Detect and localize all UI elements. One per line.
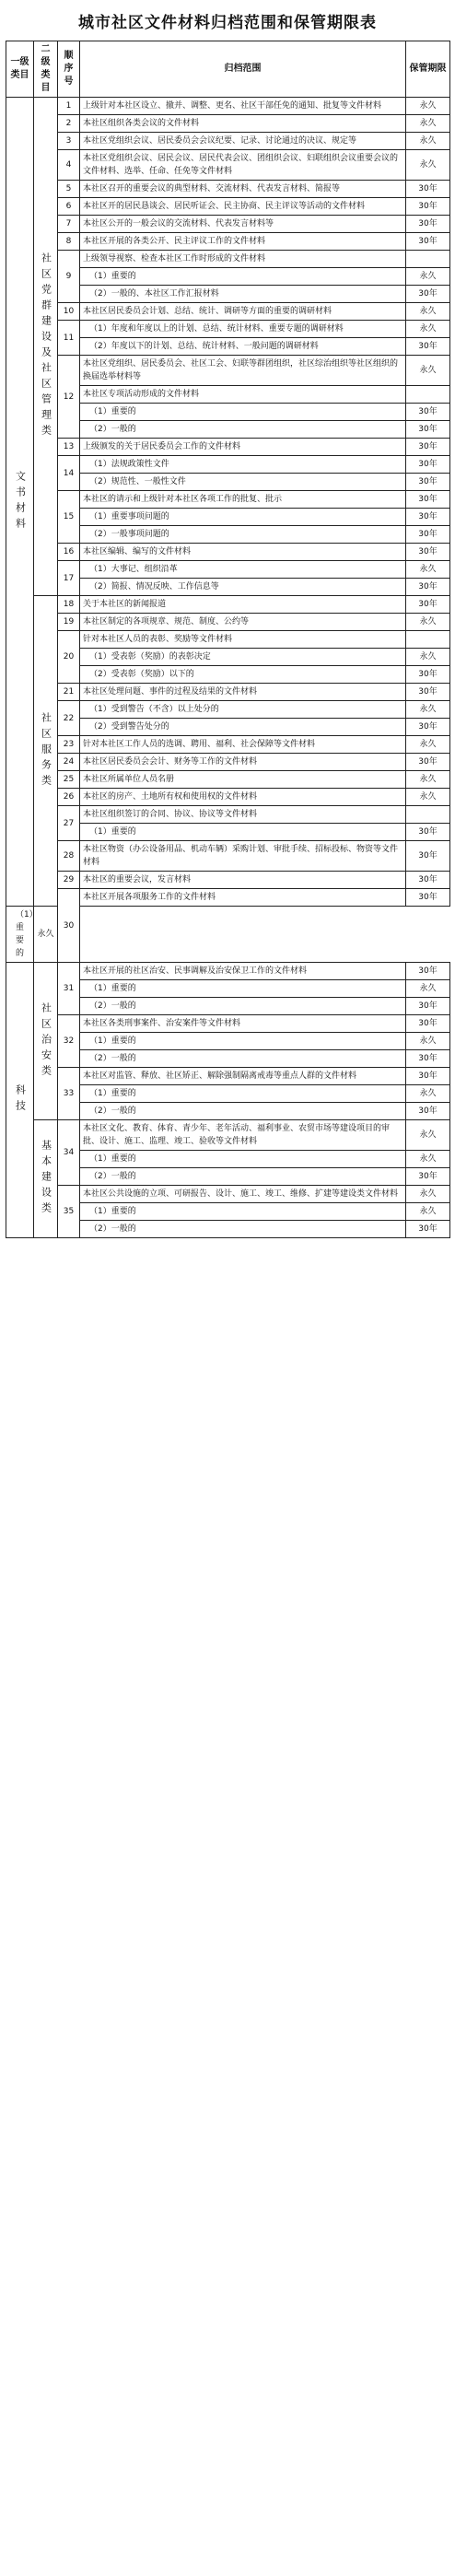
table-row	[6, 1186, 450, 1203]
scope-cell: （1）重要的	[80, 824, 406, 841]
sequence-number: 13	[58, 439, 80, 456]
scope-cell: 本社区制定的各项规章、规范、制度、公约等	[80, 614, 406, 631]
retention-cell: 永久	[406, 268, 450, 286]
scope-cell: 本社区开展的各类公开、民主评议工作的文件材料	[80, 233, 406, 251]
sequence-number: 8	[58, 233, 80, 251]
table-row	[6, 872, 450, 889]
retention-cell: 30年	[406, 1103, 450, 1120]
retention-cell: 30年	[406, 286, 450, 303]
scope-cell: （1）重要事项问题的	[80, 509, 406, 526]
retention-cell: 永久	[406, 614, 450, 631]
sequence-number: 4	[58, 150, 80, 181]
scope-cell: （2）一般事项问题的	[80, 526, 406, 544]
retention-cell: 永久	[406, 303, 450, 321]
header-retention: 保管期限	[406, 41, 450, 98]
header-scope: 归档范围	[80, 41, 406, 98]
sequence-number: 15	[58, 491, 80, 544]
scope-cell: （2）一般的	[80, 1168, 406, 1186]
table-row	[6, 115, 450, 133]
retention-cell: 30年	[406, 1015, 450, 1033]
scope-cell: （1）重要的	[80, 1033, 406, 1050]
retention-cell	[406, 806, 450, 824]
retention-cell: 30年	[406, 1050, 450, 1068]
scope-cell: （2）受表彰（奖励）以下的	[80, 666, 406, 684]
retention-cell: 永久	[406, 1151, 450, 1168]
scope-cell: 本社区公共设施的立项、可研报告、设计、施工、竣工、维修、扩建等建设类文件材料	[80, 1186, 406, 1203]
retention-cell: 永久	[406, 115, 450, 133]
retention-cell: 30年	[406, 1168, 450, 1186]
scope-cell: 本社区党组织会议、居民会议、居民代表会议、团组织会议、妇联组织会议重要会议的文件材料、选举、任命、任免等文件材料	[80, 150, 406, 181]
scope-cell: 本社区公开的一般会议的交流材料、代表发言材料等	[80, 216, 406, 233]
retention-cell: 30年	[406, 509, 450, 526]
sequence-number: 14	[58, 456, 80, 491]
sequence-number: 1	[58, 98, 80, 115]
retention-cell: 30年	[406, 338, 450, 356]
scope-cell: （1）重要的	[80, 404, 406, 421]
retention-cell: 永久	[406, 736, 450, 754]
scope-cell: 本社区党组织、居民委员会、社区工会、妇联等群团组织，社区综治组织等社区组织的换届选举材料等	[80, 356, 406, 386]
table-row	[6, 98, 450, 115]
retention-cell: 永久	[406, 98, 450, 115]
sequence-number: 22	[58, 701, 80, 736]
table-row	[6, 596, 450, 614]
scope-cell: 本社区物资（办公设备用品、机动车辆）采购计划、审批手续、招标投标、物资等文件材料	[80, 841, 406, 872]
retention-cell: 永久	[406, 1085, 450, 1103]
retention-cell: 30年	[406, 491, 450, 509]
retention-cell: 30年	[406, 719, 450, 736]
scope-cell: 上级领导视察、检查本社区工作时形成的文件材料	[80, 251, 406, 268]
sequence-number: 17	[58, 561, 80, 596]
sequence-number: 5	[58, 181, 80, 198]
retention-cell: 30年	[406, 439, 450, 456]
sequence-number: 9	[58, 251, 80, 303]
retention-cell: 永久	[406, 1203, 450, 1221]
header-cat1: 一级类目	[6, 41, 34, 98]
table-row	[6, 736, 450, 754]
retention-cell: 30年	[406, 421, 450, 439]
retention-cell: 30年	[406, 404, 450, 421]
scope-cell: 本社区居民委员会计划、总结、统计、调研等方面的重要的调研材料	[80, 303, 406, 321]
retention-cell: 30年	[406, 841, 450, 872]
retention-cell: 30年	[406, 1068, 450, 1085]
retention-cell: 永久	[34, 907, 58, 963]
retention-cell: 30年	[406, 754, 450, 771]
table-row	[6, 841, 450, 872]
scope-cell: 本社区居民委员会会计、财务等工作的文件材料	[80, 754, 406, 771]
retention-cell: 30年	[406, 526, 450, 544]
scope-cell: （2）一般的	[80, 1050, 406, 1068]
table-row	[6, 544, 450, 561]
retention-cell: 30年	[406, 684, 450, 701]
scope-cell: 本社区组织签订的合同、协议、协议等文件材料	[80, 806, 406, 824]
scope-cell: 上级颁发的关于居民委员会工作的文件材料	[80, 439, 406, 456]
retention-cell: 30年	[406, 216, 450, 233]
scope-cell: （2）规范性、一般性文件	[80, 474, 406, 491]
table-row	[6, 684, 450, 701]
sequence-number: 27	[58, 806, 80, 841]
sequence-number: 23	[58, 736, 80, 754]
cat2-cell: 社区服务类	[34, 596, 58, 907]
sequence-number: 24	[58, 754, 80, 771]
scope-cell: 本社区各类刑事案件、治安案件等文件材料	[80, 1015, 406, 1033]
table-row	[6, 133, 450, 150]
cat2-cell: 社区党群建设及社区管理类	[34, 98, 58, 596]
table-row	[6, 216, 450, 233]
retention-cell: 30年	[406, 233, 450, 251]
scope-cell: 本社区的房产、土地所有权和使用权的文件材料	[80, 789, 406, 806]
scope-cell: 本社区处理问题、事件的过程及结果的文件材料	[80, 684, 406, 701]
sequence-number: 10	[58, 303, 80, 321]
retention-cell	[406, 386, 450, 404]
retention-cell: 30年	[406, 666, 450, 684]
scope-cell: （1）重要的	[80, 980, 406, 998]
retention-cell: 30年	[406, 1221, 450, 1238]
retention-cell: 30年	[406, 824, 450, 841]
scope-cell: 本社区开的居民恳谈会、居民听证会、民主协商、民主评议等活动的文件材料	[80, 198, 406, 216]
scope-cell: （1）年度和年度以上的计划、总结、统计材料、重要专题的调研材料	[80, 321, 406, 338]
table-row	[6, 561, 450, 579]
retention-cell: 永久	[406, 356, 450, 386]
header-cat2: 二级类目	[34, 41, 58, 98]
scope-cell: （2）一般的	[80, 998, 406, 1015]
scope-cell: （1）受表彰（奖励）的表彰决定	[80, 649, 406, 666]
retention-cell: 永久	[406, 1186, 450, 1203]
scope-cell: 本社区对监管、释放、社区矫正、解除强制隔离戒毒等重点人群的文件材料	[80, 1068, 406, 1085]
scope-cell: （2）受到警告处分的	[80, 719, 406, 736]
retention-cell: 永久	[406, 133, 450, 150]
retention-cell: 30年	[406, 998, 450, 1015]
scope-cell: 本社区的重要会议，发言材料	[80, 872, 406, 889]
table-row	[6, 631, 450, 649]
scope-cell: （2）简报、情况反映、工作信息等	[80, 579, 406, 596]
scope-cell: （2）一般的	[80, 421, 406, 439]
scope-cell: （2）一般的	[80, 1221, 406, 1238]
scope-cell: （1）重要的	[80, 1151, 406, 1168]
table-row	[6, 491, 450, 509]
scope-cell: 本社区开展的社区治安、民事调解及治安保卫工作的文件材料	[80, 963, 406, 980]
table-row	[6, 321, 450, 338]
sequence-number: 12	[58, 356, 80, 439]
scope-cell: 本社区召开的重要会议的典型材料、交流材料、代表发言材料、简报等	[80, 181, 406, 198]
table-row	[6, 456, 450, 474]
cat2-cell: 基本建设类	[34, 1120, 58, 1238]
retention-cell: 永久	[406, 321, 450, 338]
table-row	[6, 963, 450, 980]
page-title: 城市社区文件材料归档范围和保管期限表	[78, 14, 377, 32]
scope-cell: 上级针对本社区设立、撤并、调整、更名、社区干部任免的通知、批复等文件材料	[80, 98, 406, 115]
table-row	[6, 1120, 450, 1151]
header-row	[6, 41, 450, 98]
scope-cell: 关于本社区的新闻报道	[80, 596, 406, 614]
scope-cell: 本社区专项活动形成的文件材料	[80, 386, 406, 404]
retention-cell: 永久	[406, 150, 450, 181]
table-row	[6, 1068, 450, 1085]
scope-cell: 本社区文化、教育、体育、青少年、老年活动、福利事业、农贸市场等建设项目的审批、设计、施工、监理、竣工、验收等文件材料	[80, 1120, 406, 1151]
scope-cell: （1）重要的	[6, 907, 34, 963]
scope-cell: 本社区的请示和上级针对本社区各项工作的批复、批示	[80, 491, 406, 509]
sequence-number: 19	[58, 614, 80, 631]
table-row	[6, 806, 450, 824]
cat2-cell: 社区治安类	[34, 963, 58, 1120]
sequence-number: 30	[58, 889, 80, 963]
retention-cell: 30年	[406, 544, 450, 561]
sequence-number: 3	[58, 133, 80, 150]
retention-cell: 30年	[406, 889, 450, 907]
sequence-number: 6	[58, 198, 80, 216]
table-row	[6, 771, 450, 789]
sequence-number: 35	[58, 1186, 80, 1238]
retention-cell: 永久	[406, 771, 450, 789]
sequence-number: 33	[58, 1068, 80, 1120]
scope-cell: （2）一般的、本社区工作汇报材料	[80, 286, 406, 303]
scope-cell: 本社区所属单位人员名册	[80, 771, 406, 789]
table-row	[6, 198, 450, 216]
table-row	[6, 754, 450, 771]
scope-cell: （1）重要的	[80, 1203, 406, 1221]
table-row	[6, 150, 450, 181]
sequence-number: 29	[58, 872, 80, 889]
retention-cell: 30年	[406, 181, 450, 198]
scope-cell: （1）大事记、组织沿革	[80, 561, 406, 579]
retention-cell: 30年	[406, 872, 450, 889]
sequence-number: 2	[58, 115, 80, 133]
table-row	[6, 251, 450, 268]
table-row	[6, 303, 450, 321]
sequence-number: 26	[58, 789, 80, 806]
retention-cell: 永久	[406, 1120, 450, 1151]
records-body	[6, 98, 450, 1238]
retention-cell: 永久	[406, 1033, 450, 1050]
scope-cell: （2）年度以下的计划、总结、统计材料、一般问题的调研材料	[80, 338, 406, 356]
sequence-number: 16	[58, 544, 80, 561]
retention-cell	[406, 631, 450, 649]
scope-cell: 本社区开展各项服务工作的文件材料	[80, 889, 406, 907]
sequence-number: 7	[58, 216, 80, 233]
scope-cell: 本社区党组织会议、居民委员会会议纪要、记录、讨论通过的决议、规定等	[80, 133, 406, 150]
table-row	[6, 889, 450, 907]
scope-cell: （1）法规政策性文件	[80, 456, 406, 474]
retention-cell: 30年	[406, 474, 450, 491]
retention-cell: 永久	[406, 701, 450, 719]
retention-cell: 永久	[406, 980, 450, 998]
records-table	[6, 41, 450, 1238]
scope-cell: 针对本社区工作人员的选调、聘用、福利、社会保障等文件材料	[80, 736, 406, 754]
table-row	[6, 233, 450, 251]
sequence-number: 34	[58, 1120, 80, 1186]
sequence-number: 25	[58, 771, 80, 789]
cat1-cell: 科技	[6, 963, 34, 1238]
table-row	[6, 614, 450, 631]
table-row	[6, 789, 450, 806]
sequence-number: 21	[58, 684, 80, 701]
header-no: 顺序号	[58, 41, 80, 98]
scope-cell: （1）受到警告（不含）以上处分的	[80, 701, 406, 719]
table-row	[6, 439, 450, 456]
scope-cell: （2）一般的	[80, 1103, 406, 1120]
scope-cell: 针对本社区人员的表彰、奖励等文件材料	[80, 631, 406, 649]
scope-cell: 本社区编辑、编写的文件材料	[80, 544, 406, 561]
sequence-number: 20	[58, 631, 80, 684]
cat1-cell: 文书材料	[6, 98, 34, 907]
retention-cell	[406, 251, 450, 268]
retention-cell: 永久	[406, 561, 450, 579]
scope-cell: 本社区组织各类会议的文件材料	[80, 115, 406, 133]
retention-cell: 30年	[406, 198, 450, 216]
sequence-number: 28	[58, 841, 80, 872]
sequence-number: 11	[58, 321, 80, 356]
retention-cell: 永久	[406, 789, 450, 806]
table-row	[6, 701, 450, 719]
retention-cell: 永久	[406, 649, 450, 666]
scope-cell: （1）重要的	[80, 268, 406, 286]
table-row	[6, 181, 450, 198]
retention-cell: 30年	[406, 963, 450, 980]
sequence-number: 18	[58, 596, 80, 614]
sequence-number: 32	[58, 1015, 80, 1068]
retention-cell: 30年	[406, 596, 450, 614]
retention-cell: 30年	[406, 456, 450, 474]
scope-cell: （1）重要的	[80, 1085, 406, 1103]
retention-cell: 30年	[406, 579, 450, 596]
table-row	[6, 1015, 450, 1033]
sequence-number: 31	[58, 963, 80, 1015]
table-row	[6, 356, 450, 386]
